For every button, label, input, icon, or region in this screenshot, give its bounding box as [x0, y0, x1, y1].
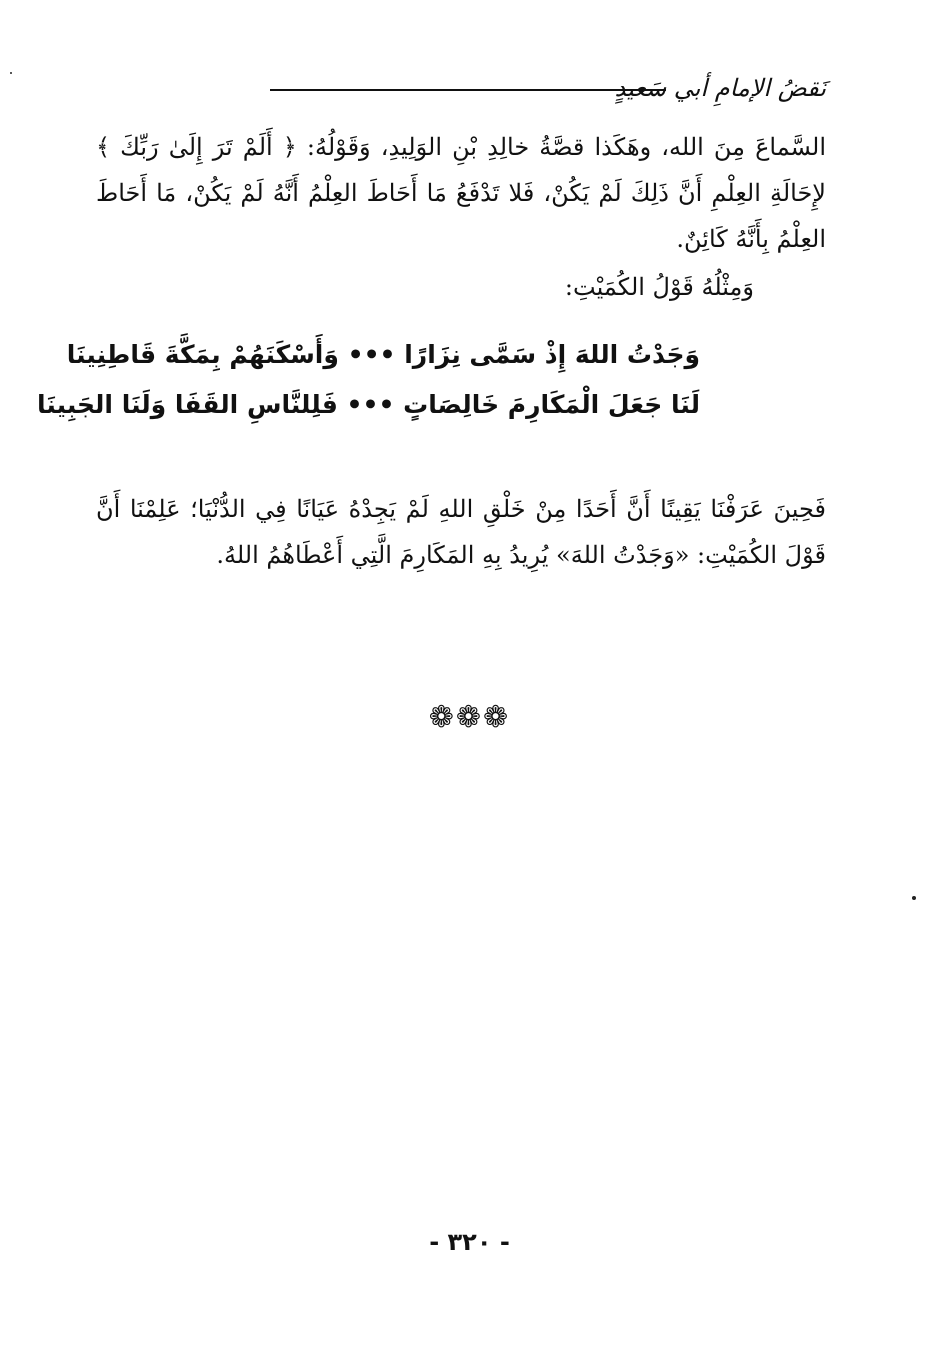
paragraph: فَحِينَ عَرَفْنَا يَقِينًا أَنَّ أَحَدًا مِنْ خَلْقِ اللهِ لَمْ يَجِدْهُ عَيَانًا فِي الدُّنْيَا؛ عَلِمْنَا أَنَّ قَوْلَ الكُمَيْتِ: «وَجَدْتُ اللهَ» يُرِيدُ بِهِ المَكَارِمَ الَّتِي أَعْطَاهُمُ اللهُ. — [96, 495, 826, 569]
poem-verse: لَنَا جَعَلَ الْمَكَارِمَ خَالِصَاتٍ ••• فَلِلنَّاسِ القَفَا وَلَنَا الجَبِينَا — [37, 390, 700, 419]
section-divider-ornament: ❁❁❁ — [428, 700, 511, 735]
body-text — [96, 124, 826, 310]
scan-speck — [912, 896, 916, 900]
running-header — [270, 70, 826, 110]
scan-speck — [10, 72, 12, 74]
header-rule — [270, 89, 666, 91]
page-number: - ٣٢٠ - — [429, 1228, 510, 1256]
poem-intro: وَمِثْلُهُ قَوْلُ الكُمَيْتِ: — [564, 273, 754, 301]
poem — [37, 330, 700, 430]
header-title: نَقضُ الإمامِ أبي سَعيدٍ — [614, 74, 826, 102]
poem-verse: وَجَدْتُ اللهَ إِذْ سَمَّى نِزَارًا ••• وَأَسْكَنَهُمْ بِمَكَّةَ قَاطِنِينَا — [66, 340, 700, 369]
paragraph: السَّماعَ مِنَ الله، وهَكَذا قصَّةُ خالِدِ بْنِ الوَلِيدِ، وَقَوْلُهُ: ﴿ أَلَمْ تَرَ إِلَىٰ رَبِّكَ ﴾ لإِحَالَةِ العِلْمِ أَنَّ ذَلِكَ لَمْ يَكُنْ، فَلا تَدْفَعُ مَا أَحَاطَ العِلْمُ أَنَّهُ لَمْ يَكُنْ، مَا أَحَاطَ العِلْمُ بِأَنَّهُ كَائِنٌ. — [96, 133, 826, 253]
